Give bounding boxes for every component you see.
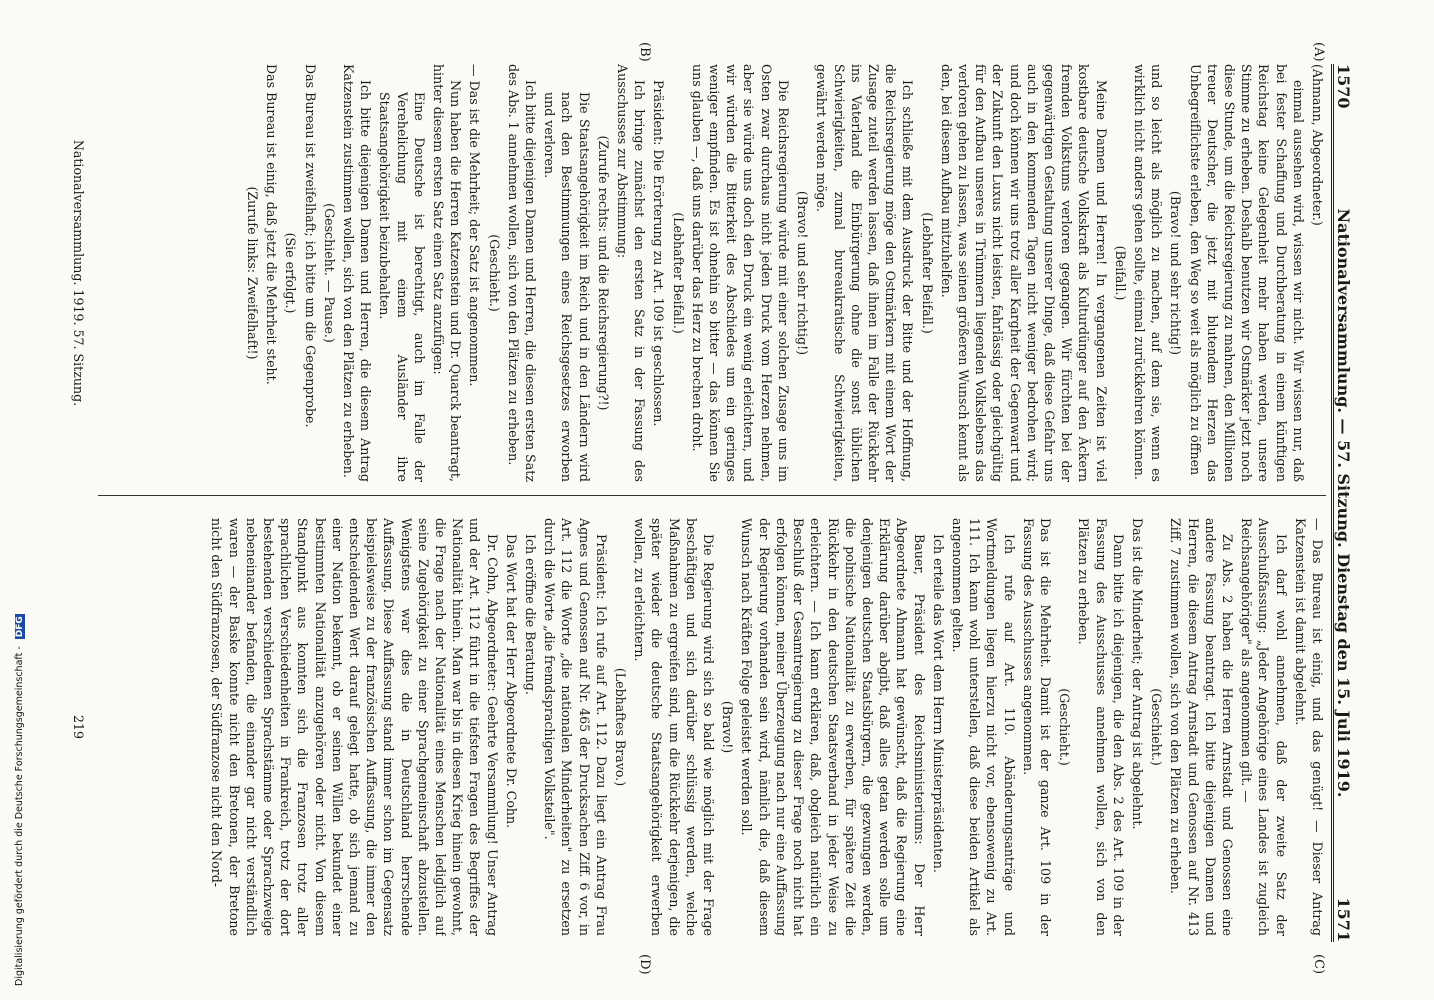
right-text-column: [98, 518, 1326, 936]
paragraph: (Sie erfolgt.): [283, 232, 299, 314]
paragraph: (Beifall.): [1112, 245, 1128, 301]
paragraph: Das Bureau ist einig, daß jetzt die Mehrheit steht.: [264, 64, 280, 385]
paragraph: Ich bringe zunächst den ersten Satz in der Fassung des Ausschusses zur Abstimmung:: [615, 64, 648, 482]
paragraph: Ich bitte diejenigen Damen und Herren, die diesen ersten Satz des Abs. 1 annehmen wollen, sich von den Plätzen zu erheben.: [505, 64, 539, 482]
margin-marker-c: (C): [1311, 954, 1326, 975]
paragraph: Meine Damen und Herren! In vergangenen Zeiten ist viel kostbare deutsche Volkskraft als Kulturdünger auf den Äckern fremden Volkstums verloren gegangen. Wir fürchten bei der gegenwärtigen Gestaltung unserer Dinge, daß diese Gefahr uns auch in den kommenden Tagen nicht weniger bedrohen wird; und doch können wir uns trotz aller Kargheit der Gegenwart und der Zukunft den Luxus nicht leisten, fahrlässig oder gleichgültig für den Aufbau unseres in Trümmern liegenden Volkslebens das verloren gehen zu lassen, was seinen größeren Wunsch kennt als den, bei diesem Aufbau mitzuhelfen.: [938, 64, 1109, 482]
paragraph: — Das ist die Mehrheit; der Satz ist angenommen.: [467, 64, 483, 387]
left-text-column: [98, 64, 1326, 482]
paragraph: Das ist die Mehrheit. Damit ist der ganze Art. 109 in der Fassung des Ausschusses angenommen.: [1020, 518, 1053, 936]
paragraph: Die Staatsangehörigkeit im Reich und in den Ländern wird nach den Bestimmungen eines Reichsgesetzes erworben und verloren.: [542, 92, 592, 482]
paragraph: (Bravo! und sehr richtig!): [1168, 190, 1184, 356]
page-number-right: 1571: [1334, 897, 1353, 942]
paragraph: Bauer, Präsident des Reichsministeriums: Der Herr Abgeordnete Ahmann hat gewünscht, daß die Regierung eine Erklärung darüber abgibt, daß alles getan werden solle um denjenigen deutschen Staatsbürgern, die gezwungen werden, die polnische Nationalität zu erwerben, für spätere Zeit die Rückkehr in den deutschen Staatsverband in jeder Weise zu erleichtern. — Ich kann erklären, daß, obgleich natürlich ein Beschluß der Gesamtregierung zu dieser Frage noch nicht hat erfolgen können, meiner Überzeugung nach nur eine Auffassung der Regierung vorhanden sein wird, nämlich die, daß diesem Wunsch nach Kräften Folge geleistet werden soll.: [739, 518, 927, 936]
paragraph: Präsident: Ich rufe auf Art. 112. Dazu liegt ein Antrag Frau Agnes und Genossen auf Nr. 465 der Drucksachen Ziff. 6 vor, in Art. 112 die Worte „die nationalen Minderheiten" zu ersetzen durch die Worte „die fremdsprachigen Volksteile".: [542, 518, 609, 936]
paragraph: Dr. Cohn, Abgeordneter: Geehrte Versammlung! Unser Antrag und der Art. 112 führt in die tiefsten Fragen des Begriffes der Nationalität hinein. Man war bis in diesen Krieg hinein gewohnt, die Frage nach der Nationalität eines Menschen lediglich auf seine Zugehörigkeit zu einer Sprachgemeinschaft abzustellen. Wenigstens war dies die in Deutschland herrschende Auffassung. Diese Auffassung stand immer schon im Gegensatz beispielsweise zu der französischen Auffassung, die immer den entscheidenden Wert darauf gelegt hatte, ob sich jemand zu einer Nation bekennt, ob er seinen Willen bekundet einer bestimmten Nationalität anzugehören oder nicht. Von diesem Standpunkt aus konnten sich die Franzosen trotz aller sprachlichen Verschiedenheiten in Frankreich, trotz der dort bestehenden verschiedenen Sprachstämme oder Sprachzweige nebeneinander befanden, die einander gar nicht verständlich waren — der Baske konnte nicht den Bretonen, der Bretone nicht den Südfranzosen, der Südfranzose nicht den Nord-: [209, 518, 500, 936]
paragraph: Eine Deutsche ist berechtigt, auch im Falle der Verehelichung mit einem Ausländer ihre Staatsangehörigkeit beizubehalten.: [377, 92, 427, 482]
footer-page-number: 219: [71, 714, 86, 740]
paragraph: (Ahmann, Abgeordneter.): [1310, 64, 1325, 226]
paragraph: Ich eröffne die Beratung.: [523, 534, 539, 695]
paragraph: und so leicht als möglich zu machen, auf dem sie, wenn es wirklich nicht anders gehen sollte, einmal zurückkehren können.: [1131, 64, 1165, 482]
paragraph: Nun haben die Herren Katzenstein und Dr. Quarck beantragt, hinter diesem ersten Satz einen Satz anzufügen:: [431, 64, 464, 482]
paragraph: Präsident: Die Erörterung zu Art. 109 ist geschlossen.: [651, 80, 667, 427]
paragraph: Ich schließe mit dem Ausdruck der Bitte und der Hoffnung, die Reichsregierung möge den Ostmärkern mit einem Wort der Zusage zuteil werden lassen, daß ihnen im Falle der Rückkehr ins Vaterland die Einbürgerung ohne die sonst üblichen Schwierigkeiten, zumal bureaukratische Schwierigkeiten, gewährt werden möge.: [814, 64, 916, 482]
paragraph: (Geschieht.): [1149, 688, 1165, 766]
paragraph: (Zurufe rechts: und die Reichsregierung?!): [595, 135, 611, 411]
page-header: [1331, 64, 1360, 942]
footer-left: Nationalversammlung. 1919. 57. Sitzung.: [71, 139, 86, 407]
margin-marker-b: (B): [637, 42, 652, 62]
paragraph: Ich bitte diejenigen Damen und Herren, die diesem Antrag Katzenstein zustimmen wollen, sich von den Plätzen zu erheben.: [341, 64, 374, 482]
paragraph: einmal aussehen wird, wissen wir nicht. Wir wissen nur, daß bei fester Schaffung und Durchberatung in einem künftigen Reichstag keine Gelegenheit mehr haben werden, unsere Stimme zu erheben. Deshalb benutzen wir Ostmärker jetzt noch diese Stunde, um die Reichsregierung zu mahnen, den Millionen treuer Deutscher, die jetzt mit blutendem Herzen das Unbegreiflichste erleben, den Weg so weit als möglich zu öffnen: [1187, 64, 1306, 482]
paragraph: (Lebhafter Beifall.): [919, 212, 935, 334]
paragraph: Die Reichsregierung würde mit einer solchen Zusage uns im Osten zwar durchaus nicht jeden Druck vom Herzen nehmen, aber sie würde uns doch den Druck ein wenig erleichtern, und wir würden die Bitterkeit des Abschiedes um ein geringes weniger empfinden. Es ist ohnehin so bitter — das können Sie uns glauben —, daß uns darüber das Herz zu brechen droht.: [689, 64, 791, 482]
paragraph: (Bravo!): [720, 700, 736, 754]
paragraph: (Lebhaftes Bravo.): [613, 667, 629, 787]
header-title: Nationalversammlung. — 57. Sitzung. Dienstag den 15. Juli 1919.: [1334, 208, 1353, 798]
margin-marker-a: (A): [1311, 42, 1326, 62]
dfg-logo: DFG: [15, 616, 25, 638]
paragraph: Ich erteile das Wort dem Herrn Ministerpräsidenten.: [930, 534, 946, 873]
paragraph: Das Bureau ist zweifelhaft; ich bitte um die Gegenprobe.: [302, 64, 318, 428]
paragraph: (Geschieht. — Pause.): [321, 203, 337, 343]
paragraph: (Lebhafter Beifall.): [670, 212, 686, 334]
paragraph: Die Regierung wird sich so bald wie möglich mit der Frage beschäftigen und sich darüber schlüssig werden, welche Maßnahmen zu ergreifen sind, um die Rückkehr derjenigen, die später wieder die deutsche Staatsangehörigkeit erwerben wollen, zu erleichtern.: [632, 518, 717, 936]
paragraph: Ich rufe auf Art. 110. Abänderungsanträge und Wortmeldungen liegen hierzu nicht vor, ebensowenig zu Art. 111. Ich kann wohl unterstellen, daß diese beiden Artikel als angenommen gelten.: [949, 518, 1017, 936]
paragraph: (Bravo! und sehr richtig!): [795, 190, 811, 356]
paragraph: (Zurufe links: Zweifelhaft!): [245, 186, 261, 360]
page-number-left: 1570: [1334, 64, 1353, 109]
paragraph: Dann bitte ich diejenigen, die den Abs. 2 des Art. 109 in der Fassung des Ausschusses annehmen wollen, sich von den Plätzen zu erheben.: [1076, 518, 1126, 936]
paragraph: — Das Bureau ist einig, und das genügt! — Dieser Antrag Katzenstein ist damit abgelehnt.: [1292, 518, 1325, 936]
paragraph: (Geschieht.): [1057, 688, 1073, 766]
paragraph: Zu Abs. 2 haben die Herren Arnstadt und Genossen eine andere Fassung beantragt. Ich bitte diejenigen Damen und Herren, die diesem Antrag Arnstadt und Genossen auf Nr. 413 Ziff. 7 zustimmen wollen, sich von den Plätzen zu erheben.: [1168, 518, 1235, 936]
margin-marker-d: (D): [637, 954, 652, 975]
paragraph: (Geschieht.): [486, 234, 502, 312]
digitization-notice: [14, 26, 28, 986]
paragraph: Das Wort hat der Herr Abgeordnete Dr. Cohn.: [503, 534, 519, 829]
digitization-text: Digitalisierung gefördert durch die Deutsche Forschungsgemeinschaft -: [14, 646, 25, 986]
paragraph: Das ist die Minderheit; der Antrag ist abgelehnt.: [1129, 518, 1145, 830]
column-divider: [98, 495, 1326, 496]
paragraph: Ich darf wohl annehmen, daß der zweite Satz der Ausschußfassung: „Jeder Angehörige eines Landes ist zugleich Reichsangehöriger" als angenommen gilt. —: [1239, 518, 1289, 936]
